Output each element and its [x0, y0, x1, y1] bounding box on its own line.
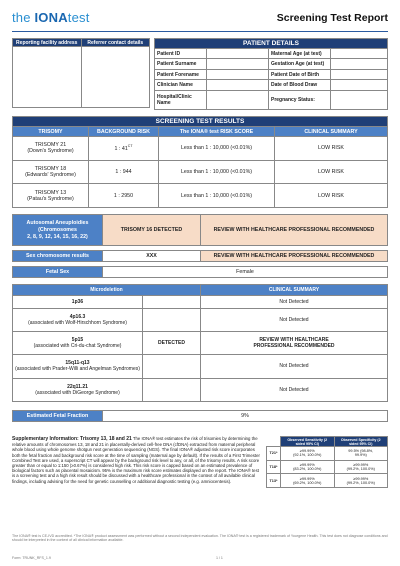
- sex-chromosome-label: Sex chromosome results: [13, 251, 103, 262]
- aneuploidies-result: TRISOMY 16 DETECTED: [103, 215, 201, 246]
- patient-label: Gestation Age (at test): [269, 59, 331, 69]
- microdeletion-name: [13, 355, 143, 378]
- ct-superscript: CT: [127, 144, 133, 149]
- logo-suffix: test: [67, 10, 90, 25]
- col-risk-score: The IONA® test RISK SCORE: [159, 127, 275, 137]
- patient-label: Date of Blood Draw: [269, 80, 331, 90]
- microdeletion-detected: [143, 378, 201, 401]
- microdeletion-detected: [143, 355, 201, 378]
- microdeletion-detected: [143, 308, 201, 331]
- report-title: Screening Test Report: [276, 12, 388, 24]
- microdeletion-association: (associated with DiGeorge Syndrome): [35, 389, 120, 396]
- patient-value: [331, 59, 388, 69]
- patient-label: Patient Date of Birth: [269, 69, 331, 79]
- sex-chromosome-result: XXX: [103, 251, 201, 262]
- patient-value: [207, 90, 269, 109]
- microdeletion-detected: DETECTED: [143, 331, 201, 354]
- specificity-ci-line: (99.2%, 100.0%): [346, 480, 375, 485]
- patient-label: Clinician Name: [155, 80, 207, 90]
- microdeletion-name: [13, 308, 143, 331]
- sensitivity-trisomy-label: T21*: [267, 447, 281, 461]
- background-risk-value: 1 : 41: [114, 146, 128, 153]
- specificity-ci-line: (99.2%, 100.0%): [346, 466, 375, 471]
- specificity-value-line: 99.5% (98.8%,: [348, 449, 374, 454]
- patient-label: Hospital/Clinic Name: [155, 90, 207, 109]
- table-row: [13, 308, 388, 331]
- sex-chromosome-table: [12, 250, 388, 262]
- screening-results-table: [12, 116, 388, 208]
- table-row: [267, 474, 388, 488]
- sensitivity-ci-line: (83.2%, 100.0%): [293, 466, 322, 471]
- microdeletion-region: 22q11.21: [67, 383, 88, 390]
- specificity-value-line: ≥99.99%: [353, 462, 369, 467]
- fetal-fraction-table: [12, 410, 388, 422]
- table-row: [13, 378, 388, 401]
- trisomy-name: [13, 137, 89, 161]
- fetal-fraction-label: Estimated Fetal Fraction: [13, 411, 103, 422]
- specificity-value: [334, 474, 388, 488]
- patient-label: Patient Forename: [155, 69, 207, 79]
- clinical-summary: LOW RISK: [275, 137, 388, 161]
- microdeletion-region: 1p36: [71, 298, 84, 305]
- patient-details-heading: PATIENT DETAILS: [155, 39, 388, 49]
- patient-value: [331, 90, 388, 109]
- patient-details-table: [154, 38, 388, 110]
- sensitivity-value: [281, 447, 335, 461]
- referrer-contact-label: Referrer contact details: [81, 39, 149, 47]
- microdeletion-summary: REVIEW WITH HEALTHCARE PROFESSIONAL RECOMMENDED: [201, 331, 388, 354]
- specificity-value-line: ≥99.99%: [353, 476, 369, 481]
- microdeletion-name: [13, 296, 143, 309]
- fetal-sex-table: [12, 266, 388, 278]
- table-row: [13, 296, 388, 309]
- sensitivity-table: [266, 436, 388, 488]
- microdeletion-association: (associated with Cri-du-chat Syndrome): [33, 343, 122, 350]
- report-header: [12, 10, 388, 30]
- microdeletion-name: [13, 331, 143, 354]
- trisomy-syndrome: (Patau's Syndrome): [27, 195, 74, 202]
- risk-score: Less than 1 : 10,000 (<0.01%): [159, 137, 275, 161]
- aneuploidies-table: [12, 214, 388, 246]
- microdeletion-association: (associated with Prader-Willi and Angelman Syndromes): [15, 366, 140, 373]
- sensitivity-corner: [267, 437, 281, 447]
- microdeletion-table: [12, 284, 388, 402]
- patient-label: Patient ID: [155, 49, 207, 59]
- microdeletion-name: [13, 378, 143, 401]
- aneuploidies-label-line: (Chromosomes: [38, 226, 77, 233]
- trisomy-name: [13, 160, 89, 184]
- trisomy-title: TRISOMY 18: [34, 165, 67, 172]
- sensitivity-value-line: ≥99.99%: [299, 462, 315, 467]
- sensitivity-value-line: ≥99.99%: [299, 449, 315, 454]
- facility-table: [12, 38, 150, 108]
- clinical-summary: LOW RISK: [275, 160, 388, 184]
- sensitivity-value: [281, 474, 335, 488]
- trisomy-syndrome: (Down's Syndrome): [27, 148, 74, 155]
- col-observed-sensitivity: Observed Sensitivity (2 sided 95% CI): [281, 437, 335, 447]
- clinical-summary: LOW RISK: [275, 184, 388, 208]
- sensitivity-trisomy-label: T13*: [267, 474, 281, 488]
- table-row: [267, 447, 388, 461]
- table-row: [13, 331, 388, 354]
- logo-brand: IONA: [34, 10, 68, 25]
- specificity-value: [334, 460, 388, 474]
- patient-value: [207, 49, 269, 59]
- aneuploidies-label: [13, 215, 103, 246]
- iona-logo: [12, 10, 90, 25]
- reporting-facility-label: Reporting facility address: [13, 39, 82, 47]
- patient-value: [207, 59, 269, 69]
- supplementary-title: Supplementary Information: Trisomy 13, 18 and 21: [12, 436, 132, 442]
- risk-score: Less than 1 : 10,000 (<0.01%): [159, 160, 275, 184]
- screening-results-heading: SCREENING TEST RESULTS: [13, 117, 388, 127]
- col-background-risk: BACKGROUND RISK: [89, 127, 159, 137]
- trisomy-name: [13, 184, 89, 208]
- footer-bar: [12, 556, 388, 560]
- sensitivity-ci-line: (92.1%, 100.0%): [293, 453, 322, 458]
- microdeletion-region: 15q11-q13: [65, 360, 90, 367]
- patient-label: Patient Surname: [155, 59, 207, 69]
- header-divider: [12, 31, 388, 32]
- page-number: 1 / 1: [215, 556, 223, 560]
- fetal-sex-label: Fetal Sex: [13, 267, 103, 278]
- patient-value: [207, 80, 269, 90]
- microdeletion-association: (associated with Wolf-Hirschhorn Syndrome): [28, 319, 127, 326]
- patient-label: Maternal Age (at test): [269, 49, 331, 59]
- sex-chromosome-summary: REVIEW WITH HEALTHCARE PROFESSIONAL RECOMMENDED: [201, 251, 388, 262]
- sensitivity-value: [281, 460, 335, 474]
- sensitivity-trisomy-label: T18*: [267, 460, 281, 474]
- trisomy-title: TRISOMY 13: [34, 189, 67, 196]
- table-row: [13, 137, 388, 161]
- table-row: [13, 160, 388, 184]
- patient-value: [331, 49, 388, 59]
- patient-value: [331, 69, 388, 79]
- microdeletion-detected: [143, 296, 201, 309]
- specificity-ci-line: 99.9%): [354, 453, 367, 458]
- microdeletion-summary: Not Detected: [201, 378, 388, 401]
- microdeletion-region: 4p16.3: [69, 313, 86, 320]
- form-reference: Form: TRUNK_RFS_1.9: [12, 556, 51, 560]
- microdeletion-region: 5p15: [71, 337, 84, 344]
- background-risk: 1 : 2950: [89, 184, 159, 208]
- patient-value: [331, 80, 388, 90]
- trisomy-syndrome: (Edwards' Syndrome): [25, 171, 76, 178]
- table-row: [13, 355, 388, 378]
- table-row: [13, 184, 388, 208]
- col-micro-summary: CLINICAL SUMMARY: [201, 285, 388, 296]
- risk-score: Less than 1 : 10,000 (<0.01%): [159, 184, 275, 208]
- col-trisomy: TRISOMY: [13, 127, 89, 137]
- col-microdeletion: Microdeletion: [13, 285, 201, 296]
- patient-label: Pregnancy Status:: [269, 90, 331, 109]
- aneuploidies-label-line: 2, 8, 9, 12, 14, 15, 16, 22): [27, 233, 88, 240]
- footer-disclaimer: The IONA® test is CE-IVD accredited. *The IONA® product assessment was performed without a second independent evaluation. The IONA® test is a registered trademark of Yourgene Health. This test does not diagnose conditions and should be interpreted in the context of all clinical information available.: [12, 534, 388, 543]
- col-clinical-summary: CLINICAL SUMMARY: [275, 127, 388, 137]
- background-risk: [89, 137, 159, 161]
- specificity-value: [334, 447, 388, 461]
- trisomy-title: TRISOMY 21: [34, 142, 67, 149]
- logo-prefix: the: [12, 10, 35, 25]
- patient-value: [207, 69, 269, 79]
- supplementary-text: The IONA® test estimates the risk of trisomies by determining the relative amounts of chromosomes 13, 18 and 21 in placentally-derived cell-free DNA (cfDNA) extracted from maternal peripheral whole blood using whole genome shotgun next generation sequencing (NGS). The final IONA® adjusted risk score incorporates both the fetal fraction and background risk score at the time of sampling (maternal age by default). If the results of a First Trimester Combined Test are used, a superscript CT will appear by the background risk level to any, or all, of the trisomy results. A risk score greater than or equal to 1:150 (≥0.67%) is considered high risk. This risk score is capped based on an estimated prevalence of biological factors such as placental mosaicism. 95% is the maximum risk score estimates displayed on the report. The IONA® test is a screening test and a high risk result should be discussed with a healthcare professional in the context of all available clinical findings, including advising for the need for genetic counselling or additional diagnostic testing (e.g. amniocentesis).: [12, 436, 260, 484]
- background-risk: 1 : 944: [89, 160, 159, 184]
- sensitivity-value-line: ≥99.99%: [299, 476, 315, 481]
- referrer-contact-box: [81, 47, 149, 108]
- microdeletion-summary: Not Detected: [201, 355, 388, 378]
- microdeletion-summary: Not Detected: [201, 296, 388, 309]
- col-observed-specificity: Observed Specificity (2 sided 95% CI): [334, 437, 388, 447]
- sensitivity-ci-line: (69.2%, 100.0%): [293, 480, 322, 485]
- table-row: [267, 460, 388, 474]
- aneuploidies-label-line: Autosomal Aneuploidies: [26, 219, 89, 226]
- aneuploidies-summary: REVIEW WITH HEALTHCARE PROFESSIONAL RECOMMENDED: [201, 215, 388, 246]
- fetal-fraction-value: 9%: [103, 411, 388, 422]
- reporting-facility-box: [13, 47, 82, 108]
- fetal-sex-value: Female: [103, 267, 388, 278]
- microdeletion-summary: Not Detected: [201, 308, 388, 331]
- supplementary-info: [12, 436, 262, 484]
